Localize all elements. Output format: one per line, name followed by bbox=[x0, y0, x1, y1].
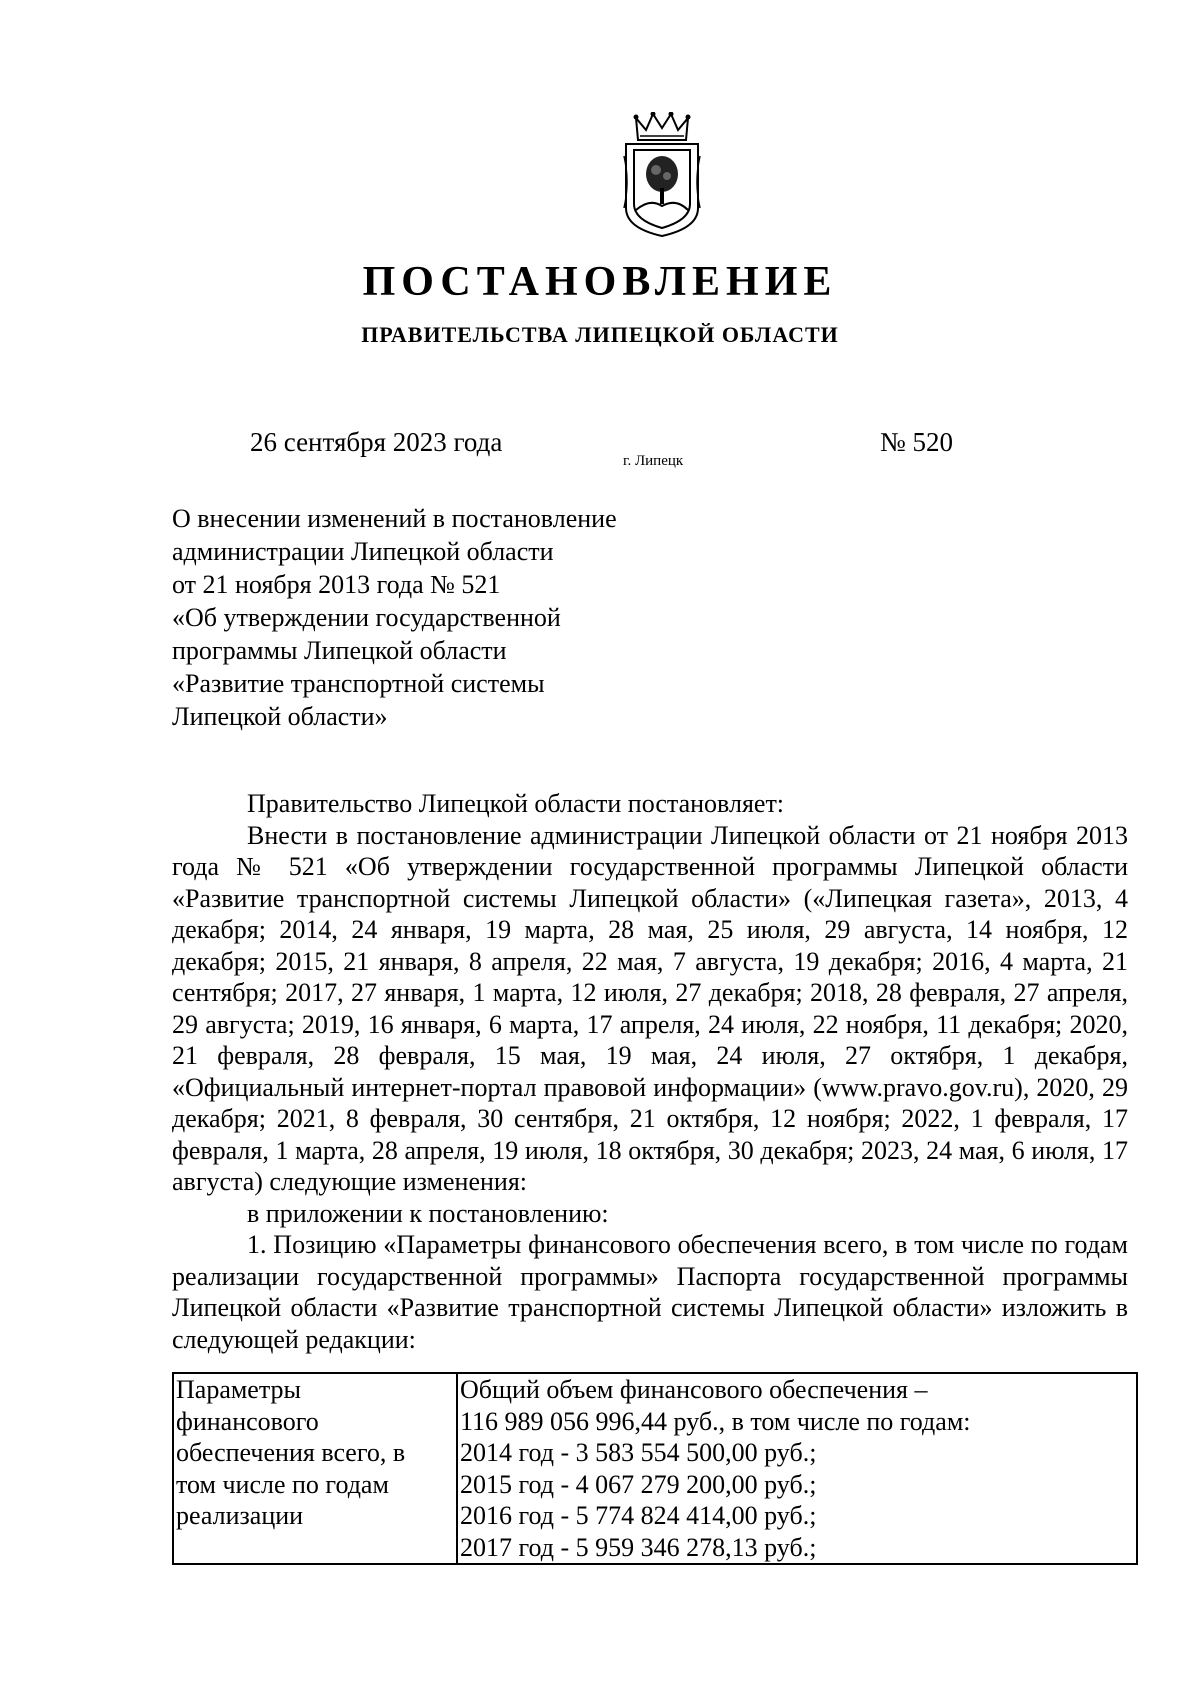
document-subtitle: ПРАВИТЕЛЬСТВА ЛИПЕЦКОЙ ОБЛАСТИ bbox=[361, 322, 839, 347]
document-title: ПОСТАНОВЛЕНИЕ bbox=[362, 259, 838, 305]
body-paragraph: Правительство Липецкой области постановляет: bbox=[247, 789, 785, 818]
document-city: г. Липецк bbox=[623, 453, 684, 469]
cell-line: Параметры bbox=[176, 1375, 301, 1404]
heading-line: «Об утверждении государственной bbox=[172, 603, 561, 632]
cell-line: обеспечения всего, в bbox=[176, 1438, 406, 1467]
cell-line: 2017 год - 5 959 346 278,13 руб.; bbox=[460, 1532, 817, 1562]
cell-line: реализации bbox=[176, 1501, 304, 1530]
cell-line: 2015 год - 4 067 279 200,00 руб.; bbox=[460, 1469, 817, 1499]
body-paragraph: Внести в постановление администрации Липецкой области от 21 ноября 2013 года № 521 «Об утверждении государственной программы Липецкой области «Развитие транспортной системы Липецкой области» («Липецкая газета», 2013, 4 декабря; 2014, 24 января, 19 марта, 28 мая, 25 июля, 29 августа, 14 ноября, 12 декабря; 2015, 21 января, 8 апреля, 22 мая, 7 августа, 19 декабря; 2016, 4 марта, 21 сентября; 2017, 27 января, 1 марта, 12 июля, 27 декабря; 2018, 28 февраля, 27 апреля, 29 августа; 2019, 16 января, 6 марта, 17 апреля, 24 июля, 22 ноября, 11 декабря; 2020, 21 февраля, 28 февраля, 15 мая, 19 мая, 24 июля, 27 октября, 1 декабря, «Официальный интернет-портал правовой информации» (www.pravo.gov.ru), 2020, 29 декабря; 2021, 8 февраля, 30 сентября, 21 октября, 12 ноября; 2022, 1 февраля, 17 февраля, 1 марта, 28 апреля, 19 июля, 18 октября, 30 декабря; 2023, 24 мая, 6 июля, 17 августа) следующие изменения: bbox=[172, 820, 1128, 1196]
body-paragraph: 1. Позицию «Параметры финансового обеспечения всего, в том числе по годам реализации государственной программы» Паспорта государственной программы Липецкой области «Развитие транспортной системы Липецкой области» изложить в следующей редакции: bbox=[172, 1230, 1128, 1354]
cell-line: 2014 год - 3 583 554 500,00 руб.; bbox=[460, 1438, 817, 1467]
cell-line: Общий объем финансового обеспечения – bbox=[460, 1375, 928, 1404]
heading-line: «Развитие транспортной системы bbox=[172, 669, 545, 698]
heading-line: программы Липецкой области bbox=[172, 636, 507, 665]
document-number: № 520 bbox=[880, 427, 954, 457]
heading-line: О внесении изменений в постановление bbox=[172, 504, 617, 533]
cell-line: финансового bbox=[176, 1406, 319, 1436]
table-row bbox=[173, 1373, 1137, 1564]
table-cell-value bbox=[457, 1373, 1137, 1564]
body-paragraph: в приложении к постановлению: bbox=[247, 1198, 609, 1228]
cell-line: том числе по годам bbox=[176, 1469, 389, 1499]
document-heading bbox=[172, 502, 732, 733]
cell-line: 2016 год - 5 774 824 414,00 руб.; bbox=[460, 1501, 817, 1530]
financing-table bbox=[172, 1372, 1138, 1565]
document-body bbox=[172, 788, 1128, 1355]
cell-line: 116 989 056 996,44 руб., в том числе по годам: bbox=[460, 1406, 971, 1436]
document-date: 26 сентября 2023 года bbox=[250, 427, 503, 457]
heading-line: от 21 ноября 2013 года № 521 bbox=[172, 570, 501, 599]
table-cell-parameter bbox=[173, 1373, 457, 1564]
heading-line: администрации Липецкой области bbox=[172, 537, 554, 566]
heading-line: Липецкой области» bbox=[172, 702, 388, 731]
coat-of-arms-icon bbox=[620, 112, 704, 238]
